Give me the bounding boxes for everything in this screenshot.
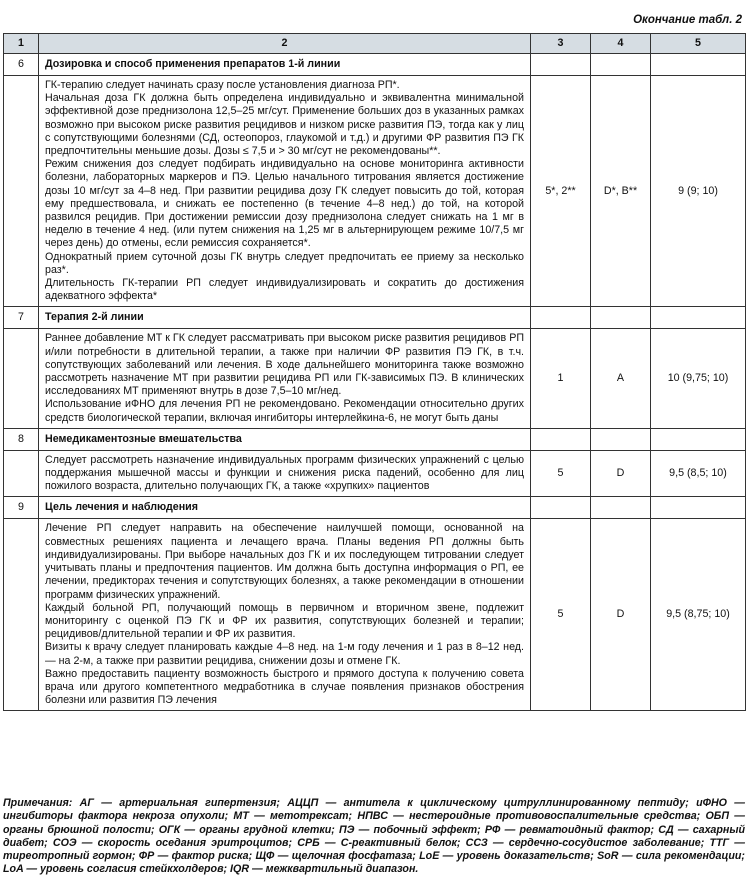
- header-cell: 4: [591, 34, 651, 54]
- loe-value: 5*, 2**: [531, 76, 591, 307]
- loa-value: 9 (9; 10): [651, 76, 746, 307]
- loa-value: 9,5 (8,5; 10): [651, 450, 746, 497]
- section-number: 6: [4, 54, 39, 76]
- paragraph: Лечение РП следует направить на обеспечение наилучшей помощи, основанной на совместных решениях пациента и лечащего врача. Планы ведения РП должны быть индивидуализированы. При выборе начальных доз ГК и их последующем титровании следует учитывать планы и предпочтения пациентов. Им должна быть доступна информация о РП, ее лечении, предикторах течения и сопутствующих болезнях, а также рекомендации в отношении программ физических упражнений.: [45, 522, 524, 601]
- header-cell: 5: [651, 34, 746, 54]
- sor-value: A: [591, 329, 651, 428]
- paragraph: Визиты к врачу следует планировать каждые 4–8 нед. на 1-м году лечения и 1 раз в 8–12 нед. — на 2-м, а также при развитии рецидива, снижении дозы и отмене ГК.: [45, 641, 524, 667]
- sor-value: D*, B**: [591, 76, 651, 307]
- paragraph: ГК-терапию следует начинать сразу после установления диагноза РП*.: [45, 79, 400, 91]
- section-title: Терапия 2-й линии: [39, 307, 531, 329]
- section-number: 8: [4, 428, 39, 450]
- paragraph: Каждый больной РП, получающий помощь в первичном и вторичном звене, подлежит мониторингу с оценкой ПЭ ГК и ФР их развития, сопутствующих болезней и терапии; рецидивов/длительной терапии и ФР их развития.: [45, 601, 524, 641]
- sor-value: D: [591, 450, 651, 497]
- section-title-row: [4, 497, 746, 519]
- table-notes: Примечания: АГ — артериальная гипертензия; АЦЦП — антитела к циклическому цитруллинированному пептиду; иФНО — ингибиторы фактора некроза опухоли; МТ — метотрексат; НПВС — нестероидные противовоспалительные средства; ОБП — органы брюшной полости; ОГК — органы грудной клетки; ПЭ — побочный эффект; РФ — ревматоидный фактор; СД — сахарный диабет; СОЭ — скорость оседания эритроцитов; СРБ — С-реактивный белок; ССЗ — сердечно-сосудистое заболевание; ТТГ — тиреотропный гормон; ФР — фактор риска; ЩФ — щелочная фосфатаза; LoE — уровень доказательств; SoR — сила рекомендации; LoA — уровень согласия стейкхолдеров; IQR — межквартильный диапазон.: [3, 797, 745, 876]
- section-number: 7: [4, 307, 39, 329]
- header-cell: 1: [4, 34, 39, 54]
- paragraph: Важно предоставить пациенту возможность быстрого и прямого доступа к получению совета врача или другого компетентного медработника в случае появления признаков обострения болезни или развития ПЭ лечения: [45, 667, 524, 707]
- loa-value: 9,5 (8,75; 10): [651, 519, 746, 711]
- paragraph: Длительность ГК-терапии РП следует индивидуализировать и сократить до достижения адекватного эффекта*: [45, 277, 524, 303]
- paragraph: Начальная доза ГК должна быть определена индивидуально и эквивалентна минимальной эффективной дозе преднизолона 12,5–25 мг/сут. Применение больших доз в указанных рамках возможно при высоком риске развития рецидивов и низком риске развития ПЭ, тогда как у лиц с сопутствующими болезнями (СД, остеопороз, глаукомой и т.д.) и другими ФР развития ПЭ ГК предпочтительны меньшие дозы. Дозы ≤ 7,5 и > 30 мг/сут не рекомендованы**.: [45, 92, 524, 158]
- paragraph: Режим снижения доз следует подбирать индивидуально на основе мониторинга активности болезни, лабораторных маркеров и ПЭ. Целью начального титрования является достижение дозы 10 мг/сут за 4–8 нед. При развитии рецидива дозу ГК следует повысить до той, которая ему предшествовала, и снижать ее постепенно (в течение 4–8 нед.) до той, на которой развился рецидив. При достижении ремиссии дозу преднизолона следует снижать на 1 мг в неделю в течение 4 нед. (или путем снижения на 1,25 мг в альтернирующем режиме 10/7,5 мг через день) до отмены, если ремиссия сохраняется*.: [45, 158, 524, 250]
- recommendations-table: [3, 33, 746, 711]
- section-text: [39, 76, 531, 307]
- section-text: [39, 329, 531, 428]
- table-caption: Окончание табл. 2: [633, 14, 742, 26]
- section-body-row: [4, 450, 746, 497]
- section-text: [39, 519, 531, 711]
- section-title-row: [4, 54, 746, 76]
- sor-value: D: [591, 519, 651, 711]
- paragraph: Следует рассмотреть назначение индивидуальных программ физических упражнений с целью поддержания мышечной массы и функции и снижения риска падений, особенно для лиц пожилого возраста, длительно получающих ГК, а также «хрупких» пациентов: [45, 453, 524, 493]
- section-body-row: [4, 329, 746, 428]
- section-title: Дозировка и способ применения препаратов 1-й линии: [39, 54, 531, 76]
- paragraph: Использование иФНО для лечения РП не рекомендовано. Рекомендации относительно других средств биологической терапии, включая ингибиторы интерлейкина-6, не могут быть даны: [45, 398, 524, 424]
- section-title: Немедикаментозные вмешательства: [39, 428, 531, 450]
- header-cell: 3: [531, 34, 591, 54]
- header-row: [4, 34, 746, 54]
- section-body-row: [4, 519, 746, 711]
- loe-value: 5: [531, 519, 591, 711]
- section-number: 9: [4, 497, 39, 519]
- loa-value: 10 (9,75; 10): [651, 329, 746, 428]
- section-text: [39, 450, 531, 497]
- section-title: Цель лечения и наблюдения: [39, 497, 531, 519]
- paragraph: Однократный прием суточной дозы ГК внутрь следует предпочитать ее приему за несколько раз*.: [45, 250, 524, 276]
- paragraph: Раннее добавление МТ к ГК следует рассматривать при высоком риске развития рецидивов РП и/или потребности в длительной терапии, а также при наличии ФР развития ПЭ ГК, в т.ч. сопутствующих заболеваний или лечения. В ходе дальнейшего мониторинга также возможно рассмотреть назначение МТ при развитии рецидива РП или ГК-зависимых ПЭ. В клинических исследованиях МТ применяют внутрь в дозе 7,5–10 мг/нед.: [45, 332, 524, 398]
- section-body-row: [4, 76, 746, 307]
- loe-value: 5: [531, 450, 591, 497]
- header-cell: 2: [39, 34, 531, 54]
- section-title-row: [4, 428, 746, 450]
- loe-value: 1: [531, 329, 591, 428]
- section-title-row: [4, 307, 746, 329]
